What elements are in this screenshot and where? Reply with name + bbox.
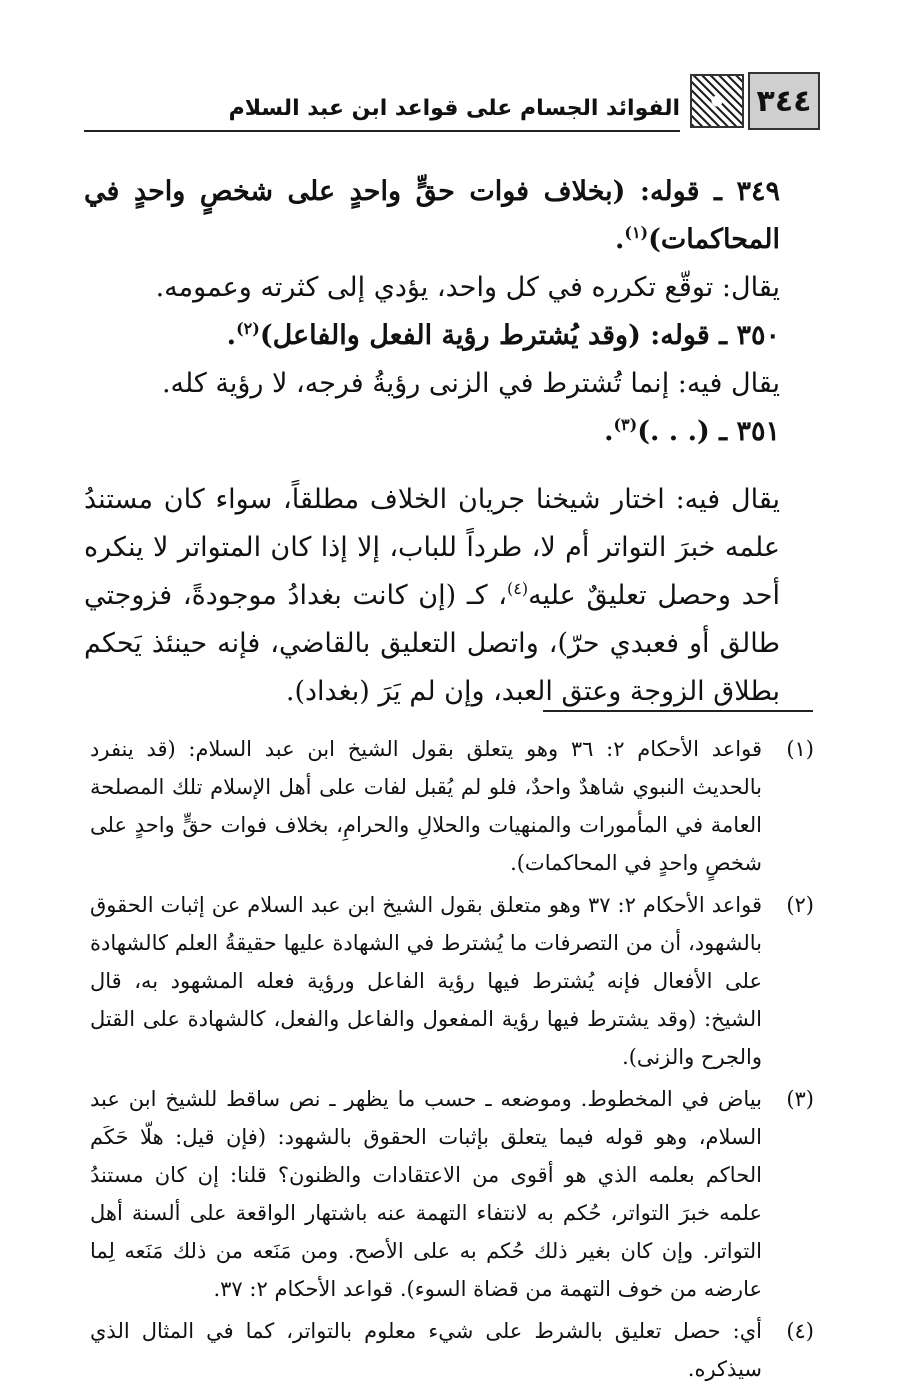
footnote-item (90, 1312, 814, 1388)
footnote-ref-4[interactable]: (٤) (507, 579, 529, 598)
page-number: ٣٤٤ (748, 72, 820, 130)
footnote-text: أي: حصل تعليق بالشرط على شيء معلوم بالتواتر، كما في المثال الذي سيذكره. (90, 1319, 762, 1381)
footnote-number: (٣) (786, 1087, 814, 1111)
footnote-item (90, 886, 814, 1076)
footnote-item (90, 1080, 814, 1308)
footnote-item (90, 730, 814, 882)
footnote-number: (١) (786, 737, 814, 761)
ornament-icon (690, 74, 744, 128)
footnote-number: (٤) (786, 1319, 814, 1343)
footnote-separator (543, 710, 813, 712)
paragraph-351: ٣٥١ ـ (. . .)$^{(٣)}$. (604, 415, 780, 447)
page-header (84, 72, 820, 140)
footnote-text: قواعد الأحكام ٢: ٣٧ وهو متعلق بقول الشيخ ابن عبد السلام عن إثبات الحقوق بالشهود، أن من التصرفات ما يُشترط في الشهادة عليها حقيقةُ العلم كالشهادة على الأفعال فإنه يُشترط فيها رؤية الفاعل ورؤية فعله المشهود به، قال الشيخ: (وقد يشترط فيها رؤية المفعول والفاعل والفعل، كالشهادة على القتل والجرح والزنى). (90, 893, 762, 1069)
footnote-ref-1[interactable]: (١) (624, 223, 649, 242)
paragraph-350: ٣٥٠ ـ قوله: (وقد يُشترط رؤية الفعل والفاعل)$^{(٢)}$. (226, 319, 780, 351)
paragraph-349: ٣٤٩ ـ قوله: (بخلاف فوات حقٍّ واحدٍ على شخصٍ واحدٍ في المحاكمات)$^{(١)}$. (84, 176, 780, 255)
footnote-number: (٢) (786, 893, 814, 917)
footnote-ref-2[interactable]: (٢) (236, 319, 260, 338)
paragraph-350-commentary: يقال فيه: إنما تُشترط في الزنى رؤيةُ فرجه، لا رؤية كله. (161, 368, 780, 399)
main-text (84, 168, 814, 716)
paragraph-349-commentary: يقال: توقّع تكرره في كل واحد، يؤدي إلى كثرته وعمومه. (155, 272, 780, 303)
footnotes (90, 730, 814, 1392)
footnote-ref-3[interactable]: (٣) (613, 415, 638, 434)
header-rule (84, 130, 680, 132)
footnote-text: بياض في المخطوط. وموضعه ـ حسب ما يظهر ـ نص ساقط للشيخ ابن عبد السلام، وهو قوله فيما يتعلق بإثبات الحقوق بالشهود: (فإن قيل: هلّا حَكَم الحاكم بعلمه الذي هو أقوى من الاعتقادات والظنون؟ قلنا: إن كان مستندُ علمه خبرَ التواتر، حُكم به لانتفاء التهمة عنه باشتهار الواقعة على ألسنة أهل التواتر. وإن كان بغير ذلك حُكم به على الأصح. ومن مَنَعه من ذلك مَنَعه لِما عارضه من خوف التهمة من قضاة السوء). قواعد الأحكام ٢: ٣٧. (90, 1087, 762, 1301)
footnote-text: قواعد الأحكام ٢: ٣٦ وهو يتعلق بقول الشيخ ابن عبد السلام: (قد ينفرد بالحديث النبوي شاهدٌ واحدٌ، فلو لم يُقبل لفات على أهل الإسلام تلك المصلحة العامة في المأمورات والمنهيات والحلالِ والحرامِ، بخلاف فوات حقٍّ واحدٍ على شخصٍ واحدٍ في المحاكمات). (90, 737, 762, 875)
paragraph-351-commentary: يقال فيه: اختار شيخنا جريان الخلاف مطلقاً، سواء كان مستندُ علمه خبرَ التواتر أم لا، طرداً للباب، إلا إذا كان المتواتر لا ينكره أحد وحصل تعليقٌ عليه$^{(٤)}$، كـ (إن كانت بغدادُ موجودةً، فزوجتي طالق أو فعبدي حرّ)، واتصل التعليق بالقاضي، فإنه حينئذ يَحكم بطلاق الزوجة وعتق العبد، وإن لم يَرَ (بغداد). (84, 484, 780, 707)
running-title: الفوائد الجسام على قواعد ابن عبد السلام (228, 96, 680, 121)
